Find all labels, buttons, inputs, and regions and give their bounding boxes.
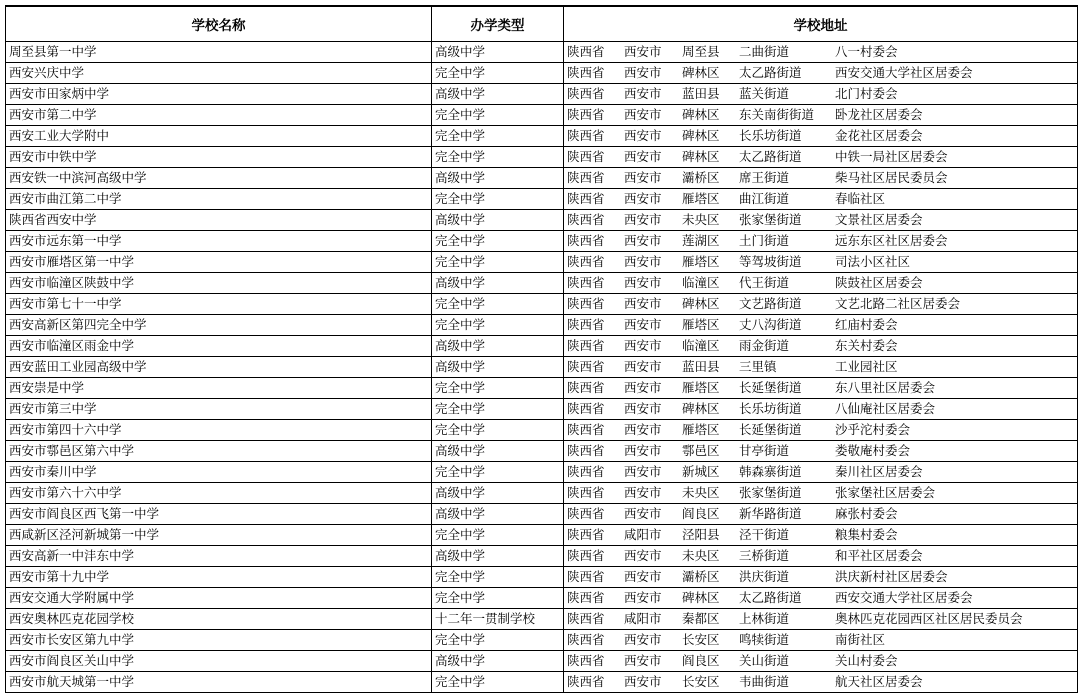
address-community: 西安交通大学社区居委会 [835,590,973,605]
address-community: 沙乎沱村委会 [835,422,911,437]
address-province: 陕西省 [567,632,605,647]
table-row [6,672,1078,693]
school-name-cell: 西安高新区第四完全中学 [6,315,432,336]
address-street: 雨金街道 [739,338,790,353]
address-street: 韩森寨街道 [739,464,802,479]
school-type-cell: 高级中学 [432,42,564,63]
address-city: 西安市 [624,149,662,164]
school-address-cell [564,126,1078,147]
address-city: 西安市 [624,380,662,395]
address-province: 陕西省 [567,212,605,227]
address-city: 西安市 [624,506,662,521]
table-row [6,189,1078,210]
school-type-cell: 高级中学 [432,441,564,462]
address-district: 碑林区 [682,296,720,311]
school-name-cell: 西安交通大学附属中学 [6,588,432,609]
address-district: 阎良区 [682,506,720,521]
address-street: 东关南街街道 [739,107,815,122]
address-street: 长延堡街道 [739,380,802,395]
address-city: 西安市 [624,422,662,437]
address-province: 陕西省 [567,44,605,59]
school-address-cell [564,336,1078,357]
school-address-cell [564,420,1078,441]
address-province: 陕西省 [567,254,605,269]
school-type-cell: 高级中学 [432,483,564,504]
table-row [6,84,1078,105]
school-type-cell: 高级中学 [432,168,564,189]
school-name-cell: 西安兴庆中学 [6,63,432,84]
school-name-cell: 西安市田家炳中学 [6,84,432,105]
address-province: 陕西省 [567,128,605,143]
address-city: 西安市 [624,128,662,143]
address-province: 陕西省 [567,296,605,311]
address-community: 和平社区居委会 [835,548,923,563]
address-province: 陕西省 [567,191,605,206]
school-name-cell: 西安市第二中学 [6,105,432,126]
header-school-name: 学校名称 [6,6,432,42]
school-address-cell [564,567,1078,588]
table-row [6,147,1078,168]
school-address-cell [564,651,1078,672]
school-address-cell [564,357,1078,378]
school-address-cell [564,105,1078,126]
address-community: 洪庆新村社区居委会 [835,569,948,584]
school-address-cell [564,147,1078,168]
address-province: 陕西省 [567,464,605,479]
school-address-cell [564,378,1078,399]
table-row [6,315,1078,336]
address-province: 陕西省 [567,611,605,626]
school-type-cell: 完全中学 [432,462,564,483]
address-district: 秦都区 [682,611,720,626]
address-community: 陕鼓社区居委会 [835,275,923,290]
address-street: 太乙路街道 [739,149,802,164]
address-community: 文艺北路二社区居委会 [835,296,961,311]
address-district: 鄠邑区 [682,443,720,458]
school-name-cell: 西安市临潼区陕鼓中学 [6,273,432,294]
address-province: 陕西省 [567,506,605,521]
address-city: 西安市 [624,632,662,647]
header-school-type: 办学类型 [432,6,564,42]
table-row [6,126,1078,147]
address-district: 临潼区 [682,275,720,290]
table-row [6,42,1078,63]
header-school-address: 学校地址 [564,6,1078,42]
school-address-cell [564,189,1078,210]
address-city: 西安市 [624,191,662,206]
school-type-cell: 高级中学 [432,273,564,294]
table-row [6,357,1078,378]
address-district: 新城区 [682,464,720,479]
school-name-cell: 西安市临潼区雨金中学 [6,336,432,357]
address-community: 文景社区居委会 [835,212,923,227]
address-community: 东关村委会 [835,338,898,353]
address-city: 西安市 [624,254,662,269]
address-district: 雁塔区 [682,380,720,395]
school-name-cell: 西安市阎良区关山中学 [6,651,432,672]
school-address-cell [564,483,1078,504]
school-name-cell: 西安市长安区第九中学 [6,630,432,651]
address-street: 太乙路街道 [739,65,802,80]
address-community: 春临社区 [835,191,886,206]
address-province: 陕西省 [567,359,605,374]
school-type-cell: 完全中学 [432,189,564,210]
address-city: 西安市 [624,569,662,584]
address-city: 西安市 [624,653,662,668]
address-community: 西安交通大学社区居委会 [835,65,973,80]
school-address-cell [564,210,1078,231]
school-address-cell [564,462,1078,483]
table-row [6,210,1078,231]
address-community: 八仙庵社区居委会 [835,401,936,416]
address-district: 雁塔区 [682,422,720,437]
school-name-cell: 西安市秦川中学 [6,462,432,483]
address-street: 丈八沟街道 [739,317,802,332]
school-type-cell: 完全中学 [432,378,564,399]
school-name-cell: 西安市第十九中学 [6,567,432,588]
school-type-cell: 高级中学 [432,84,564,105]
address-street: 席王街道 [739,170,790,185]
school-address-cell [564,273,1078,294]
school-name-cell: 西安市第六十六中学 [6,483,432,504]
school-address-cell [564,399,1078,420]
address-district: 泾阳县 [682,527,720,542]
table-body [6,42,1078,693]
address-city: 咸阳市 [624,611,662,626]
address-city: 西安市 [624,674,662,689]
address-city: 西安市 [624,338,662,353]
address-district: 长安区 [682,632,720,647]
school-address-cell [564,588,1078,609]
address-community: 红庙村委会 [835,317,898,332]
address-province: 陕西省 [567,401,605,416]
school-type-cell: 完全中学 [432,672,564,693]
address-city: 西安市 [624,485,662,500]
address-province: 陕西省 [567,338,605,353]
address-street: 新华路街道 [739,506,802,521]
address-community: 东八里社区居委会 [835,380,936,395]
table-row [6,273,1078,294]
address-district: 阎良区 [682,653,720,668]
table-row [6,231,1078,252]
address-province: 陕西省 [567,527,605,542]
table-row [6,483,1078,504]
address-province: 陕西省 [567,107,605,122]
address-community: 奥林匹克花园西区社区居民委员会 [835,611,1023,626]
address-city: 西安市 [624,212,662,227]
school-name-cell: 西安高新一中沣东中学 [6,546,432,567]
school-name-cell: 西安市曲江第二中学 [6,189,432,210]
table-row [6,63,1078,84]
school-address-cell [564,672,1078,693]
address-city: 西安市 [624,401,662,416]
table-row [6,399,1078,420]
address-district: 碑林区 [682,128,720,143]
address-street: 三里镇 [739,359,777,374]
address-street: 等驾坡街道 [739,254,802,269]
school-type-cell: 完全中学 [432,588,564,609]
address-street: 张家堡街道 [739,485,802,500]
address-street: 曲江街道 [739,191,790,206]
table-row [6,546,1078,567]
school-address-cell [564,609,1078,630]
address-street: 关山街道 [739,653,790,668]
address-district: 临潼区 [682,338,720,353]
address-district: 雁塔区 [682,317,720,332]
address-street: 蓝关街道 [739,86,790,101]
school-type-cell: 完全中学 [432,420,564,441]
school-address-cell [564,546,1078,567]
address-province: 陕西省 [567,86,605,101]
address-city: 西安市 [624,317,662,332]
address-province: 陕西省 [567,548,605,563]
address-province: 陕西省 [567,65,605,80]
school-type-cell: 十二年一贯制学校 [432,609,564,630]
table-row [6,378,1078,399]
address-street: 洪庆街道 [739,569,790,584]
address-province: 陕西省 [567,275,605,290]
address-district: 长安区 [682,674,720,689]
school-type-cell: 完全中学 [432,399,564,420]
address-city: 西安市 [624,86,662,101]
address-district: 碑林区 [682,65,720,80]
address-street: 上林街道 [739,611,790,626]
school-type-cell: 完全中学 [432,252,564,273]
address-district: 灞桥区 [682,569,720,584]
address-district: 未央区 [682,212,720,227]
school-address-cell [564,294,1078,315]
address-city: 西安市 [624,44,662,59]
address-street: 三桥街道 [739,548,790,563]
address-community: 远东东区社区居委会 [835,233,948,248]
address-city: 西安市 [624,65,662,80]
table-row [6,588,1078,609]
address-city: 西安市 [624,296,662,311]
school-name-cell: 西安市中铁中学 [6,147,432,168]
address-province: 陕西省 [567,422,605,437]
address-community: 麻张村委会 [835,506,898,521]
address-district: 灞桥区 [682,170,720,185]
address-district: 蓝田县 [682,359,720,374]
address-province: 陕西省 [567,233,605,248]
address-street: 代王街道 [739,275,790,290]
table-row [6,504,1078,525]
address-district: 未央区 [682,548,720,563]
table-row [6,651,1078,672]
school-address-cell [564,168,1078,189]
address-district: 碑林区 [682,401,720,416]
address-community: 中铁一局社区居委会 [835,149,948,164]
school-type-cell: 完全中学 [432,231,564,252]
school-type-cell: 高级中学 [432,546,564,567]
school-address-cell [564,315,1078,336]
address-community: 张家堡社区居委会 [835,485,936,500]
address-street: 文艺路街道 [739,296,802,311]
address-province: 陕西省 [567,674,605,689]
address-province: 陕西省 [567,590,605,605]
address-province: 陕西省 [567,443,605,458]
table-row [6,567,1078,588]
school-type-cell: 高级中学 [432,336,564,357]
school-type-cell: 高级中学 [432,504,564,525]
school-name-cell: 陕西省西安中学 [6,210,432,231]
school-type-cell: 完全中学 [432,525,564,546]
school-name-cell: 西安市第三中学 [6,399,432,420]
address-street: 太乙路街道 [739,590,802,605]
address-province: 陕西省 [567,149,605,164]
school-name-cell: 西咸新区泾河新城第一中学 [6,525,432,546]
school-address-cell [564,84,1078,105]
school-name-cell: 西安蓝田工业园高级中学 [6,357,432,378]
school-name-cell: 西安市远东第一中学 [6,231,432,252]
address-district: 蓝田县 [682,86,720,101]
school-type-cell: 高级中学 [432,357,564,378]
school-name-cell: 西安奥林匹克花园学校 [6,609,432,630]
address-city: 西安市 [624,107,662,122]
address-city: 西安市 [624,590,662,605]
table-row [6,336,1078,357]
address-city: 咸阳市 [624,527,662,542]
school-address-cell [564,231,1078,252]
school-type-cell: 高级中学 [432,210,564,231]
school-name-cell: 西安市阎良区西飞第一中学 [6,504,432,525]
school-type-cell: 高级中学 [432,651,564,672]
address-province: 陕西省 [567,569,605,584]
address-city: 西安市 [624,443,662,458]
school-address-cell [564,63,1078,84]
address-city: 西安市 [624,233,662,248]
address-city: 西安市 [624,275,662,290]
address-district: 碑林区 [682,107,720,122]
address-community: 粮集村委会 [835,527,898,542]
address-community: 卧龙社区居委会 [835,107,923,122]
address-city: 西安市 [624,464,662,479]
address-street: 长乐坊街道 [739,401,802,416]
school-name-cell: 西安铁一中滨河高级中学 [6,168,432,189]
address-community: 北门村委会 [835,86,898,101]
address-city: 西安市 [624,548,662,563]
address-community: 八一村委会 [835,44,898,59]
address-community: 工业园社区 [835,359,898,374]
school-type-cell: 完全中学 [432,105,564,126]
table-row [6,630,1078,651]
address-street: 韦曲街道 [739,674,790,689]
address-district: 碑林区 [682,590,720,605]
school-address-cell [564,504,1078,525]
address-district: 莲湖区 [682,233,720,248]
address-district: 未央区 [682,485,720,500]
address-district: 雁塔区 [682,191,720,206]
address-street: 张家堡街道 [739,212,802,227]
school-name-cell: 西安市第四十六中学 [6,420,432,441]
school-name-cell: 西安市雁塔区第一中学 [6,252,432,273]
table-row [6,105,1078,126]
school-type-cell: 完全中学 [432,63,564,84]
table-row [6,525,1078,546]
address-district: 雁塔区 [682,254,720,269]
table-row [6,441,1078,462]
table-row [6,168,1078,189]
address-street: 长延堡街道 [739,422,802,437]
address-province: 陕西省 [567,170,605,185]
address-province: 陕西省 [567,380,605,395]
school-type-cell: 完全中学 [432,567,564,588]
school-name-cell: 西安市第七十一中学 [6,294,432,315]
school-address-cell [564,441,1078,462]
school-address-cell [564,630,1078,651]
address-district: 碑林区 [682,149,720,164]
address-province: 陕西省 [567,653,605,668]
address-community: 南街社区 [835,632,886,647]
table-row [6,462,1078,483]
address-city: 西安市 [624,359,662,374]
school-name-cell: 周至县第一中学 [6,42,432,63]
school-address-cell [564,42,1078,63]
address-community: 航天社区居委会 [835,674,923,689]
address-street: 泾干街道 [739,527,790,542]
address-street: 甘亭街道 [739,443,790,458]
school-name-cell: 西安市鄠邑区第六中学 [6,441,432,462]
address-province: 陕西省 [567,485,605,500]
school-address-cell [564,252,1078,273]
school-table [5,5,1078,693]
address-community: 娄敬庵村委会 [835,443,911,458]
school-name-cell: 西安市航天城第一中学 [6,672,432,693]
table-row [6,609,1078,630]
school-type-cell: 完全中学 [432,294,564,315]
address-province: 陕西省 [567,317,605,332]
table-header-row [6,6,1078,42]
address-district: 周至县 [682,44,720,59]
school-address-cell [564,525,1078,546]
address-street: 长乐坊街道 [739,128,802,143]
school-type-cell: 完全中学 [432,126,564,147]
address-street: 鸣犊街道 [739,632,790,647]
address-community: 柴马社区居民委员会 [835,170,948,185]
address-street: 土门街道 [739,233,790,248]
address-community: 关山村委会 [835,653,898,668]
address-community: 金花社区居委会 [835,128,923,143]
table-row [6,294,1078,315]
school-name-cell: 西安崇是中学 [6,378,432,399]
table-row [6,252,1078,273]
address-community: 秦川社区居委会 [835,464,923,479]
school-type-cell: 完全中学 [432,147,564,168]
address-street: 二曲街道 [739,44,790,59]
address-city: 西安市 [624,170,662,185]
table-row [6,420,1078,441]
address-community: 司法小区社区 [835,254,911,269]
school-name-cell: 西安工业大学附中 [6,126,432,147]
school-type-cell: 完全中学 [432,630,564,651]
school-type-cell: 完全中学 [432,315,564,336]
